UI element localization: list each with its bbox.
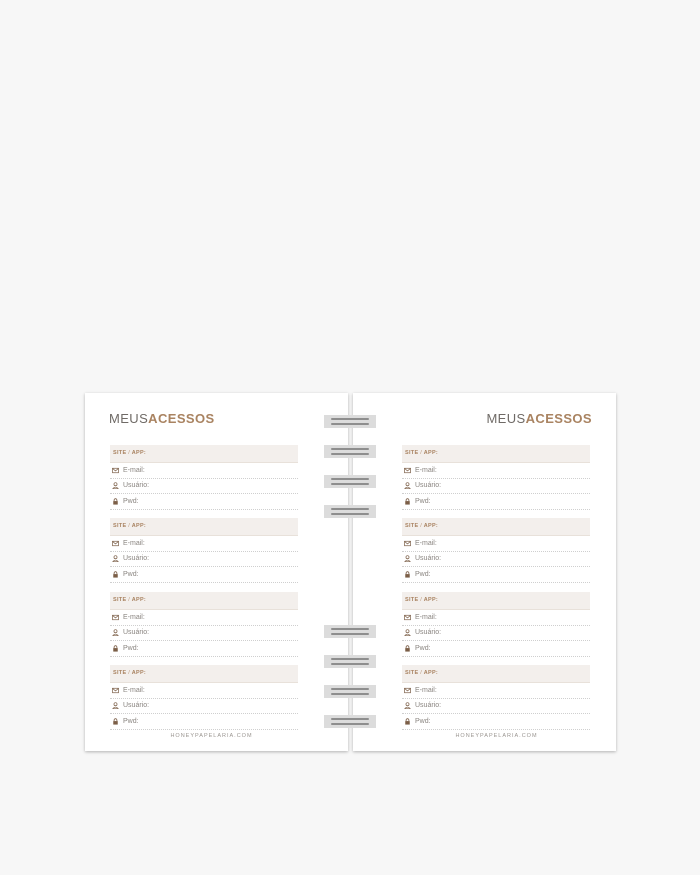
- email-field[interactable]: [402, 683, 590, 699]
- title-light: MEUS: [109, 411, 149, 426]
- user-label: Usuário:: [123, 629, 150, 637]
- site-label: SITE: [113, 597, 127, 603]
- right-page: [353, 393, 616, 751]
- access-entry-1: [402, 445, 590, 510]
- email-label: E-mail:: [415, 539, 437, 547]
- site-label: SITE: [405, 450, 419, 456]
- lock-icon: [404, 571, 411, 578]
- pwd-label: Pwd:: [415, 497, 431, 505]
- email-label: E-mail:: [123, 539, 145, 547]
- app-label: APP:: [131, 523, 147, 529]
- binder-ring: [324, 415, 376, 428]
- password-field[interactable]: [110, 641, 298, 657]
- separator: /: [128, 523, 131, 529]
- email-label: E-mail:: [123, 466, 145, 474]
- page-title: [109, 411, 215, 426]
- app-label: APP:: [131, 450, 147, 456]
- page-title: [486, 411, 592, 426]
- binder-ring: [324, 655, 376, 668]
- separator: /: [420, 670, 423, 676]
- email-label: E-mail:: [123, 686, 145, 694]
- user-icon: [404, 702, 411, 709]
- pwd-label: Pwd:: [123, 644, 139, 652]
- email-label: E-mail:: [415, 686, 437, 694]
- lock-icon: [112, 571, 119, 578]
- user-field[interactable]: [402, 552, 590, 568]
- envelope-icon: [404, 467, 411, 474]
- user-icon: [404, 482, 411, 489]
- site-app-field[interactable]: [402, 518, 590, 536]
- email-field[interactable]: [402, 536, 590, 552]
- site-app-field[interactable]: [402, 665, 590, 683]
- user-icon: [112, 702, 119, 709]
- user-label: Usuário:: [123, 482, 150, 490]
- separator: /: [128, 597, 131, 603]
- access-entry-2: [110, 518, 298, 583]
- pwd-label: Pwd:: [415, 570, 431, 578]
- envelope-icon: [112, 687, 119, 694]
- envelope-icon: [404, 614, 411, 621]
- separator: /: [128, 450, 131, 456]
- separator: /: [420, 450, 423, 456]
- lock-icon: [112, 645, 119, 652]
- email-label: E-mail:: [415, 466, 437, 474]
- user-icon: [112, 482, 119, 489]
- binder-ring: [324, 475, 376, 488]
- envelope-icon: [112, 614, 119, 621]
- site-label: SITE: [113, 450, 127, 456]
- site-app-field[interactable]: [110, 445, 298, 463]
- access-entry-4: [402, 665, 590, 730]
- user-label: Usuário:: [415, 555, 442, 563]
- email-field[interactable]: [110, 536, 298, 552]
- app-label: APP:: [423, 523, 439, 529]
- pwd-label: Pwd:: [415, 717, 431, 725]
- binder-ring: [324, 685, 376, 698]
- site-label: SITE: [113, 523, 127, 529]
- password-field[interactable]: [110, 567, 298, 583]
- email-field[interactable]: [110, 610, 298, 626]
- user-field[interactable]: [110, 552, 298, 568]
- title-bold: ACESSOS: [525, 411, 592, 426]
- email-field[interactable]: [402, 610, 590, 626]
- user-field[interactable]: [402, 626, 590, 642]
- left-page: [85, 393, 348, 751]
- user-label: Usuário:: [123, 555, 150, 563]
- user-field[interactable]: [402, 699, 590, 715]
- user-label: Usuário:: [415, 629, 442, 637]
- email-label: E-mail:: [123, 613, 145, 621]
- user-field[interactable]: [110, 479, 298, 495]
- envelope-icon: [112, 467, 119, 474]
- binder-ring: [324, 445, 376, 458]
- access-entry-3: [402, 592, 590, 657]
- pwd-label: Pwd:: [123, 497, 139, 505]
- separator: /: [420, 523, 423, 529]
- lock-icon: [404, 498, 411, 505]
- user-label: Usuário:: [123, 702, 150, 710]
- email-label: E-mail:: [415, 613, 437, 621]
- site-app-field[interactable]: [110, 518, 298, 536]
- site-label: SITE: [405, 597, 419, 603]
- separator: /: [420, 597, 423, 603]
- lock-icon: [404, 718, 411, 725]
- app-label: APP:: [131, 670, 147, 676]
- site-label: SITE: [113, 670, 127, 676]
- password-field[interactable]: [402, 641, 590, 657]
- app-label: APP:: [423, 670, 439, 676]
- lock-icon: [404, 645, 411, 652]
- site-label: SITE: [405, 523, 419, 529]
- lock-icon: [112, 718, 119, 725]
- site-app-field[interactable]: [402, 445, 590, 463]
- binder-ring: [324, 715, 376, 728]
- access-entry-2: [402, 518, 590, 583]
- user-icon: [404, 629, 411, 636]
- user-field[interactable]: [402, 479, 590, 495]
- title-bold: ACESSOS: [148, 411, 215, 426]
- email-field[interactable]: [110, 683, 298, 699]
- site-app-field[interactable]: [402, 592, 590, 610]
- password-field[interactable]: [402, 567, 590, 583]
- access-entry-4: [110, 665, 298, 730]
- user-icon: [112, 629, 119, 636]
- user-field[interactable]: [110, 699, 298, 715]
- app-label: APP:: [131, 597, 147, 603]
- title-light: MEUS: [486, 411, 526, 426]
- pwd-label: Pwd:: [123, 570, 139, 578]
- user-icon: [404, 555, 411, 562]
- user-field[interactable]: [110, 626, 298, 642]
- user-label: Usuário:: [415, 702, 442, 710]
- envelope-icon: [404, 540, 411, 547]
- site-app-field[interactable]: [110, 665, 298, 683]
- site-label: SITE: [405, 670, 419, 676]
- user-label: Usuário:: [415, 482, 442, 490]
- password-field[interactable]: [110, 714, 298, 730]
- app-label: APP:: [423, 450, 439, 456]
- password-field[interactable]: [402, 714, 590, 730]
- separator: /: [128, 670, 131, 676]
- app-label: APP:: [423, 597, 439, 603]
- access-entry-1: [110, 445, 298, 510]
- email-field[interactable]: [110, 463, 298, 479]
- password-field[interactable]: [402, 494, 590, 510]
- user-icon: [112, 555, 119, 562]
- email-field[interactable]: [402, 463, 590, 479]
- envelope-icon: [404, 687, 411, 694]
- pwd-label: Pwd:: [415, 644, 431, 652]
- site-app-field[interactable]: [110, 592, 298, 610]
- binder-ring: [324, 625, 376, 638]
- page-footer: HONEYPAPELARIA.COM: [170, 733, 253, 739]
- envelope-icon: [112, 540, 119, 547]
- lock-icon: [112, 498, 119, 505]
- pwd-label: Pwd:: [123, 717, 139, 725]
- page-footer: HONEYPAPELARIA.COM: [455, 733, 538, 739]
- password-field[interactable]: [110, 494, 298, 510]
- binder-ring: [324, 505, 376, 518]
- access-entry-3: [110, 592, 298, 657]
